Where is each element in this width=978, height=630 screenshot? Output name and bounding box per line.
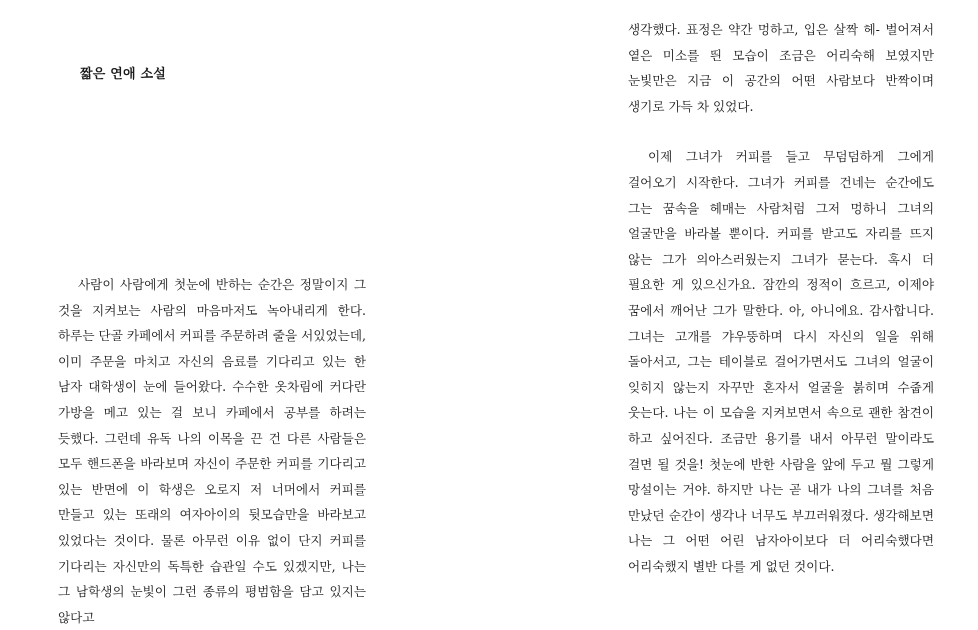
- right-paragraph-1: 생각했다. 표정은 약간 멍하고, 입은 살짝 헤- 벌어져서 옅은 미소를 띈 모습이 조금은 어리숙해 보였지만 눈빛만은 지금 이 공간의 어떤 사람보다 반짝이며 생기로 가득 차 있었다.: [628, 22, 934, 114]
- paragraph-gap: [628, 119, 934, 144]
- left-column: [58, 272, 366, 630]
- document-title: 짧은 연애 소설: [80, 67, 166, 82]
- right-column: [628, 17, 934, 579]
- left-paragraph-1: 사람이 사람에게 첫눈에 반하는 순간은 정말이지 그 것을 지켜보는 사람의 마음마저도 녹아내리게 한다. 하루는 단골 카페에서 커피를 주문하려 줄을 서있었는데, 이미 주문을 마치고 자신의 음료를 기다리고 있는 한 남자 대학생이 눈에 들어왔다. 수수한 옷차림에 커다란 가방을 메고 있는 걸 보니 카페에서 공부를 하려는 듯했다. 그런데 유독 나의 이목을 끈 건 다른 사람들은 모두 핸드폰을 바라보며 자신이 주문한 커피를 기다리고 있는 반면에 이 학생은 오로지 저 너머에서 커피를 만들고 있는 또래의 여자아이의 뒷모습만을 바라보고 있었다는 것이다. 물론 아무런 이유 없이 단지 커피를 기다리는 자신만의 독특한 습관일 수도 있겠지만, 나는 그 남학생의 눈빛이 그런 종류의 평범함을 담고 있지는 않다고: [58, 277, 366, 625]
- right-paragraph-2: 이제 그녀가 커피를 들고 무덤덤하게 그에게 걸어오기 시작한다. 그녀가 커피를 건네는 순간에도 그는 꿈속을 헤매는 사람처럼 그저 멍하니 그녀의 얼굴만을 바라볼 뿐이다. 커피를 받고도 자리를 뜨지 않는 그가 의아스러웠는지 그녀가 묻는다. 혹시 더 필요한 게 있으신가요. 잠깐의 정적이 흐르고, 이제야 꿈에서 깨어난 그가 말한다. 아, 아니에요. 감사합니다. 그녀는 고개를 갸우뚱하며 다시 자신의 일을 위해 돌아서고, 그는 테이블로 걸어가면서도 그녀의 얼굴이 잊히지 않는지 자꾸만 혼자서 얼굴을 붉히며 수줍게 웃는다. 나는 이 모습을 지켜보면서 속으로 괜한 참견이 하고 싶어진다. 조금만 용기를 내서 아무런 말이라도 걸면 될 것을! 첫눈에 반한 사람을 앞에 두고 뭘 그렇게 망설이는 거야. 하지만 나는 곧 내가 나의 그녀를 처음 만났던 순간이 생각나 너무도 부끄러워졌다. 생각해보면 나는 그 어떤 어린 남자아이보다 더 어리숙했다면 어리숙했지 별반 다를 게 없던 것이다.: [628, 149, 934, 574]
